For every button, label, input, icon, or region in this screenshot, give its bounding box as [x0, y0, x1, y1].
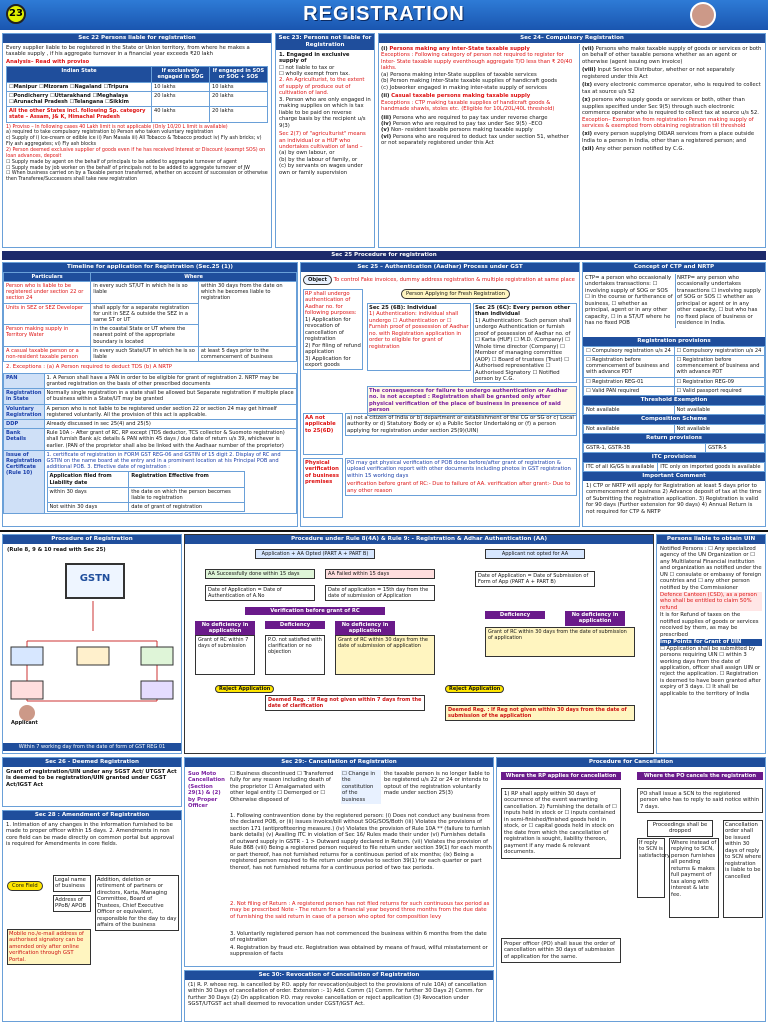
table-row — [4, 373, 297, 388]
provisions-heading: Registration provisions — [583, 337, 765, 346]
table-row — [47, 472, 244, 487]
table-row — [4, 450, 297, 514]
table-cell: ☐ Compulsory registration u/s 24 — [584, 346, 675, 355]
sec23-panel — [275, 33, 375, 248]
important-heading: Important Comment — [583, 472, 765, 481]
row-title: Persons who are required to deduct tax under section 51, whether or not separately registered under this Act — [381, 133, 569, 147]
table-cell: Already discussed in sec 25(4) and 25(5) — [44, 419, 297, 428]
table-row — [7, 107, 268, 122]
procedure-heading: Procedure of Registration — [3, 535, 181, 544]
table-cell: ☐ Valid passport required — [674, 386, 765, 395]
uin-imp-heading: Imp Points for Grant of UIN — [660, 639, 762, 645]
doa-box-3: Date of Application = Date of Submission of Form of App (PART A + PART B) — [475, 571, 595, 587]
list-item: 1) Application for revocation of cancellation of registration — [305, 316, 351, 343]
table-cell: 20 lakhs — [210, 91, 268, 106]
table-cell: ☐ Registration before commencement of business and with advance PDT — [674, 356, 765, 378]
mobile-note: Mobile no./e-mail address of authorised signatory can be amended only after online verification through GST Portal. — [7, 929, 91, 965]
sec30-heading: Sec 30:- Revocation of Cancellation of Registration — [185, 971, 493, 980]
sec29-cancel-list: 1. Following contravention done by the registered person: (i) Does not conduct any business from the declared POB, or (ii) issues invoice/bill without SOG/SOS/Both (iii) Violates the provisions of section 171 (antiprofiteering measure.) (iv) Violates the provision of Rule 10A ** (failure to furnish bank details) (v) Availing ITC in violation of Sec 16/ Rules made their under (vi) Furnishes details of outward supply in GSTR - 1 > Outward supply declared in Return. (vii) Violates the provision of Rule 86B (viii) Being a registered person required to file return under section 39(1) for each month or part thereof, has not furnished returns for a continuous period of six months; (ix) Being a registered person required to file return under proviso to section 39(1) for each quarter or part thereof, has not furnished returns for a continuous period of two tax periods. — [230, 813, 492, 871]
sec23-line: 3. Person who are only engaged in making supplies on which is tax liable to be paid on reverse charge basis by the recipient u/s 9(3) — [279, 96, 371, 129]
sec25-6c-text: 1) Authentication: Such person shall undergo Authentication or furnish proof of possession of Aadhar no. of ☐ Karta (HUF) ☐ M.D. (Company) ☐ Whole time director (Company) ☐ Member of managing committee (AOP) ☐ Board of trustees (Trust) ☐ Authorised representative ☐ Authorised Signatory ☐ Notified person by C.G. — [475, 317, 572, 382]
sec24-row — [582, 82, 763, 95]
table-row — [4, 389, 297, 404]
table-cell: Person making supply in Territory Water — [4, 325, 91, 347]
rule8-heading: Procedure under Rule 8(4A) & Rule 9: - Registration & Adhar Authentication (AA) — [185, 535, 653, 544]
table-cell: shall apply for a separate registration for unit in SEZ & outside the SEZ in a same ST or UT — [91, 303, 199, 325]
aa-fail-box: AA Failed within 15 days — [325, 569, 435, 579]
sec24-row — [381, 134, 575, 147]
table-cell: Units in SEZ or SEZ Developer — [4, 303, 91, 325]
sec28-heading: Sec 28 : Amendment of Registration — [3, 811, 181, 820]
page-number-badge: 23 — [6, 4, 26, 24]
table-row — [47, 487, 244, 502]
sec24-row — [582, 97, 763, 129]
cancel-proc-panel — [496, 757, 766, 1022]
table-cell: ☐ Compulsory registration u/s 24 — [674, 346, 765, 355]
proviso-note: a) required to take compulsory registration b) Person who taken voluntary registration — [6, 130, 214, 136]
row-num: (i) — [381, 46, 388, 52]
app-not-aa-box: Applicant not opted for AA — [485, 549, 585, 559]
table-cell: in every such State/UT in which he is so liable — [91, 346, 199, 361]
core-item: Addition, deletion or retirement of partners or directors, Karta, Managing Committee, Board of Trustees, Chief Executive Officer or equivalent, responsible for the day to day affairs of the business — [95, 875, 179, 931]
table-cell: A person who is not liable to be registered under section 22 or section 24 may get himself registered voluntarily. All the provision of this act is applicable. — [44, 404, 297, 419]
row-text: Exceptions : Following category of person not required to register for Inter- State taxable supply eventhough aggregate T/O less than ₹ 20/40 lakhs. — [381, 52, 573, 72]
table-cell: the date on which the person becomes liable to registration — [129, 487, 244, 502]
app-aa-box: Application + AA Opted (PART A + PART B) — [255, 549, 375, 559]
row-num: (xii) — [582, 146, 594, 153]
sec29-list-1: ☐ Business discontinued ☐ Transferred fully for any reason including death of the proprietor ☐ Amalgamated with other legal entity ☐ Demerged or ☐ Otherwise disposed of — [230, 771, 334, 803]
proviso-note: c) Supply of i) Ice-cream or edible ice ii) Pan Masala iii) All Tobacco & Tobacco product iv) Fly ash bricks; v) Fly ash aggregates; vi) Fly ash blocks — [6, 136, 262, 148]
sec24-row — [381, 46, 575, 91]
table-cell: Normally single registration in a state shall be allowed but Separate registration if multiple place of business within a State/UT may be granted — [44, 389, 297, 404]
table-header: If engaged in SOS or SOG + SOS — [210, 67, 268, 82]
suo-moto-label: Suo Moto Cancellation (Section 29(1) & (2) by Proper Officer — [188, 771, 225, 810]
table-cell: Registration Effective from — [129, 472, 244, 487]
object-text: To control Fake invoices, dummy address registration & multiple registration at same place — [333, 277, 575, 283]
table-cell: Not within 30 days — [47, 503, 129, 512]
sec24-panel — [378, 33, 766, 248]
rp-label: RP shall undergo authentication of Aadhar no. for following purposes: — [305, 291, 357, 317]
po-text: PO shall issue a SCN to the registered person who has to reply to said notice within 7 days. — [637, 788, 763, 813]
table-cell: ☐ Registration REG-09 — [674, 377, 765, 386]
row-text: (c) Jobworker engaged in making inter-state supply of services — [381, 84, 548, 91]
sec24-row — [582, 131, 763, 144]
deficiency-bar: Deficiency — [265, 621, 325, 629]
itc-heading: ITC provisions — [583, 453, 765, 462]
table-cell: Rule 10A :- After grant of RC, RP except (TDS deductor, TCS collector & Suomoto registration) shall furnish Bank a/c details & PAN within 45 days / due date of return u/s 39, whichever is earlier. (PAN of the proprietor shall also be linked with the Aadhaar number of the proprietor) — [44, 429, 297, 451]
reply-not-box: Where instead of replying to SCN, person furnishes all pending returns & makes full payment of tax along with interest & late fee. — [669, 838, 719, 918]
sec24-row — [381, 93, 575, 112]
procedure-subtitle: (Rule 8, 9 & 10 read with Sec 25) — [7, 547, 106, 553]
core-item: Address of PPoB/ APOB — [53, 895, 91, 912]
deficiency-bar: Deficiency — [485, 611, 545, 619]
sec23-heading: Sec 23: Persons not liable for Registration — [276, 34, 374, 50]
drop-box: Proceedings shall be dropped — [647, 820, 713, 837]
table-cell: Bank Details — [4, 429, 45, 451]
aadhaar-panel — [300, 262, 580, 527]
table-cell: DDP — [4, 419, 45, 428]
aa-not-applicable: AA not applicable to 25(6D) — [305, 415, 336, 434]
table-cell: All the other States incl. following Sp. category state – Assam, J& K, Himachal Pradesh — [7, 107, 152, 122]
sec29-rule3: 3. Voluntarily registered person has not commenced the business within 6 months from the date of registration — [230, 931, 487, 944]
sec22-intro: Every supplier liable to be registered in the State or Union territory, from where he makes a taxable supply , if his aggregate turnover in a financial year exceeds ₹20 lakh — [6, 44, 250, 58]
sec28-panel — [2, 810, 182, 1022]
phys-text: PO may get physical verification of POB done before/after grant of registration & upload verification report with other documents including photos in GST registration within 15 working days — [347, 460, 571, 479]
gstn-logo: GSTN — [79, 573, 111, 584]
flow-step-box — [141, 681, 173, 699]
table-cell: ☐Manipur ☐Mizoram ☐Nagaland ☐Tripura — [7, 82, 152, 91]
uin-text: Notified Persons : ☐ Any specialized agency of the UN Organization or ☐ any Multilateral Financial institution and organization as notified under the UN ☐ consulate or embassy of foreign countries and ☐ any other person notified by the Commissioner — [660, 545, 762, 591]
uin-csd: Defence Canteen (CSD), as a person who shall be entitled to claim 50% refund — [660, 592, 762, 611]
grant-7-box: Grant of RC within 7 days of submission — [195, 635, 255, 675]
row-title: Person who are required to pay tax under Sec 9(5) –ECO — [392, 120, 543, 127]
row-title: Persons who are required to pay tax under reverse charge — [392, 114, 548, 121]
table-row — [584, 386, 765, 395]
proper-officer-box: Proper officer (PO) shall issue the order of cancellation within 30 days of submission of application for the same. — [501, 938, 621, 963]
row-num: (xi) — [582, 131, 593, 138]
doa-box-1: Date of Application = Date of Authentication of A.No — [205, 585, 315, 601]
proviso-note: ☐ Supply made by agent on the behalf of principals to be added to aggregate turnover of agent — [6, 159, 237, 165]
flow-step-box — [141, 647, 173, 665]
itc-row — [583, 462, 765, 472]
row-text: Exception– Exemption from registration Person making supply of services & exempted from obtaining registration till threshold — [582, 116, 754, 129]
row-num: (vii) — [582, 46, 594, 52]
table-row — [584, 356, 765, 378]
sec22-heading: Sec 22 Persons liable for registration — [3, 34, 271, 43]
no-deficiency-bar: No deficiency in application — [335, 621, 395, 636]
row-text: (a) Persons making inter-State supplies of taxable services — [381, 71, 537, 78]
sec25-6c-heading: Sec 25 (6C): Every person other than individual — [475, 305, 571, 318]
table-cell: 1. certificate of registration in FORM GST REG-06 and GSTIN of 15 digit 2. Display of RC and GSTIN on the name board at the entry and in a prominent location at his Principal POB and additional POB. 3. Effective date of registration : — [46, 451, 281, 471]
table-row — [584, 377, 765, 386]
row-text: Input Service Distributor, whether or not separately registered under this Act — [582, 67, 735, 80]
table-cell: ☐ Valid PAN required — [584, 386, 675, 395]
table-cell: ☐Pondicherry ☐Uttarakhand ☐Meghalaya ☐Arunachal Pradesh ☐Telangana ☐Sikkim — [7, 91, 152, 106]
effective-date-table — [47, 471, 245, 512]
row-num: (x) — [582, 97, 591, 104]
table-cell: Not available — [584, 405, 675, 414]
cancel-proc-heading: Procedure for Cancellation — [497, 758, 765, 767]
table-cell: Not available — [674, 405, 765, 414]
procedure-flow-diagram — [7, 601, 179, 731]
return-heading: Return provisions — [583, 434, 765, 443]
sec23-line: (a) by own labour, or — [279, 150, 335, 157]
grant-30-box-2: Grant of RC within 30 days from the date of submission of application — [485, 627, 635, 657]
table-cell: A casual taxable person or a non-resident taxable person — [4, 346, 91, 361]
sec26-panel — [2, 757, 182, 807]
table-cell: 1. A Person shall have a PAN in order to be eligible for grant of registration 2. NRTP may be granted registration on the basis of other prescribed documents — [44, 373, 297, 388]
table-cell: GSTR-1, GSTR-3B — [584, 443, 706, 452]
list-item: 2) For filing of refund application — [305, 342, 361, 356]
timeline-heading: Timeline for application for Registration (Sec.25 (1)) — [3, 263, 297, 272]
table-header: If exclusively engaged in SOG — [152, 67, 210, 82]
row-num: (ii) — [381, 93, 390, 100]
table-cell: 20 lakhs — [210, 107, 268, 122]
row-num: (iv) — [381, 120, 392, 127]
sec25-6b-text: 1) Authentication: individual shall undergo ☐ Authentication or ☐ Furnish proof of possession of Aadhar no. with Registration application in order to eligible for grant of registration — [369, 311, 469, 350]
procedure-panel — [2, 534, 182, 754]
table-cell: Not available — [584, 424, 675, 433]
sec23-line: 1. Engaged in exclusive supply of — [279, 51, 350, 65]
sec22-analysis: Analysis– Read with proviso — [6, 58, 90, 65]
grant-30-box: Grant of RC within 30 days from the date of submission of application — [335, 635, 435, 675]
aa-success-box: AA Successfully done within 15 days — [205, 569, 315, 579]
row-text: Persons who make taxable supply of goods or services or both on behalf of other taxable persons whether as an agent or otherwise (agent issuing own invoice) — [582, 46, 762, 65]
table-cell: 10 lakhs — [152, 82, 210, 91]
table-cell: date of grant of registration — [129, 503, 244, 512]
sec22-panel — [2, 33, 272, 248]
threshold-heading: Threshold Exemption — [583, 396, 765, 405]
table-row — [7, 91, 268, 106]
applicant-label: Applicant — [11, 720, 38, 726]
sec24-row — [582, 46, 763, 65]
aadhaar-heading: Sec 25 – Authentication (Aadhar) Process under GST — [301, 263, 579, 272]
table-cell: within 30 days from the date on which he becomes liable to registration — [198, 282, 296, 347]
uin-panel — [656, 534, 766, 754]
table-cell: ITC of all IG/GS is available — [584, 462, 658, 471]
sec29-rule2: 2. Not filing of Return : A registered person has not filed returns for such continuous tax period as may be prescribed Note - The return for a financial year beyond three months from the due date of furnishing the said return in case of a person who opted for composition levy — [230, 901, 490, 920]
ctp-panel — [582, 262, 766, 527]
sec25-heading: Sec 25 Procedure for registration — [2, 251, 766, 260]
reply-sat-box: If reply to SCN is satisfactory — [637, 838, 665, 898]
row-text: Exceptions : CTP making taxable supplies of handicraft goods & handmade shawls, stoles etc. (Eligible for 10L/20L/40L threshold) — [381, 99, 555, 113]
sec29-change: ☐ Change in the constitution of the business — [341, 770, 381, 804]
threshold-table — [6, 66, 268, 122]
sec29-heading: Sec 29:- Cancellation of Registration — [185, 758, 493, 767]
table-row — [7, 82, 268, 91]
author-avatar — [690, 2, 716, 28]
rule8-panel — [184, 534, 654, 754]
proviso-note: ☐ When business carried on by a Taxable person transferred, whether on account of succession or otherwise then Transferee/Successors shall take new registration — [6, 171, 268, 183]
sec24-row — [582, 67, 763, 80]
composition-heading: Composition Scheme — [583, 415, 765, 424]
row-num: (v) — [381, 127, 390, 134]
row-title: Persons making any inter-State taxable supply — [389, 46, 530, 52]
table-header: Where — [91, 272, 297, 281]
table-cell: Voluntary Registration — [4, 404, 45, 419]
table-cell: in every such ST/UT in which he is so liable — [91, 282, 199, 304]
row-num: (ix) — [582, 82, 593, 89]
no-deficiency-bar: No deficiency in application — [195, 621, 255, 636]
sec23-line: (c) by servants on wages under own or family supervision — [279, 163, 363, 176]
doa-box-2: Date of application = 15th day from the date of submission of Application — [325, 585, 435, 601]
table-cell: ☐ Registration REG-01 — [584, 377, 675, 386]
sec30-text: (1) R. P. whose reg. is cancelled by P.O. apply for revocation(subject to the provisions of rule 10A) of cancellation within 30 Days of cancellation of order. Extension :- 1) Add. Comm (1) Comm. for further 30 Days 2) Comm. for further 30 Days (2) On application P.O. may revoke cancellation or reject application (3) Revocation under SGST/UTGST act shall deemed to revocation under CGST/IGST Act. — [188, 981, 487, 1008]
uin-refund: It is for Refund of taxes on the notified supplies of goods or services received by them, as may be prescribed — [660, 612, 759, 638]
table-cell: Application filed from Liability date — [47, 472, 129, 487]
timeline-table — [3, 272, 297, 362]
table-row — [47, 503, 244, 512]
rp-text: 1) RP shall apply within 30 days of occurrence of the event warranting cancellation. 2) Furnishing the details of ☐ inputs held in stock or ☐ inputs contained in semi-finished/finished goods held in stock, or ☐ capital goods held in stock on the date from which the cancellation of registration is sought, liability thereon, payment if any made & relevant documents. — [501, 788, 621, 859]
composition-row — [583, 424, 765, 434]
sec26-text: Grant of registration/UIN under any SGST Act/ UTGST Act is deemed to be registration/UIN granted under CGST Act/IGST Act — [6, 768, 177, 788]
ctp-heading: Concept of CTP and NRTP — [583, 263, 765, 272]
table-header: Particulars — [4, 272, 91, 281]
row-text: every person supplying OIDAR services from a place outside India to a person in India, other than a registered person; and — [582, 131, 755, 144]
no-deficiency-bar: No deficiency in application — [565, 611, 625, 626]
row-text: every electronic commerce operator, who is required to collect tax at source u/s 52 — [582, 82, 761, 95]
table-cell: GSTR-5 — [706, 443, 765, 452]
reject-tag: Reject Application — [215, 685, 274, 693]
verification-bar: Verification before grant of RC — [245, 607, 385, 615]
sec23-line: 2. An Agriculturist, to the extent of supply of produce out of cultivation of land. — [279, 77, 365, 97]
sec24-row — [582, 146, 763, 152]
ctp-definition: CTP= a person who occasionally undertakes transactions: ☐ involving supply of SOG or SOS ☐ in the course or furtherance of business, ☐ whether as principal, agent or in any other capacity, ☐ in a ST/UT where he has no fixed POB — [585, 275, 673, 327]
sec29-rule4: 4. Registration by fraud etc. Registration was obtained by means of fraud, wilful misstatement or suppression of facts — [230, 945, 488, 958]
flow-step-box — [11, 647, 43, 665]
important-text: 1) CTP or NRTP will apply for Registration at least 5 days prior to commencement of business 2) Advance deposit of tax at the time of Submitting the registration application. 3) Registration is valid for 90 days (Further extension for 90 days) 4) Annual Return is not required for CTP & NRTP — [586, 482, 762, 515]
provisions-table — [583, 346, 765, 396]
sec23-line: (b) by the labour of family, or — [279, 156, 358, 163]
order-box: Cancellation order shall be issued within 30 days of reply to SCN where registration is liable to be cancelled — [723, 820, 763, 918]
sec23-line: Sec 2(7) of "agriculturist" means an individual or a HUF who undertakes cultivation of land – — [279, 131, 366, 150]
deemed-30-box: Deemed Reg. : If Reg not given within 30 days from the date of submission of the application — [445, 705, 635, 721]
row-title: Casual taxable persons making taxable supply — [391, 93, 531, 100]
table-cell: in the coastal State or UT where the nearest point of the appropriate boundary is located — [91, 325, 199, 347]
gstn-portal — [65, 563, 125, 599]
table-row — [4, 282, 297, 304]
aa-exempt-list: a) not a citizen of India or b) department or establishment of the CG or SG or c) Local authority or d) Statutory Body or e) a Public Sector Undertaking or (f) a person applying for registration under section 25(9)(UIN) — [347, 415, 574, 434]
fresh-reg-label: Person Applying for Fresh Registration — [401, 289, 510, 299]
return-row — [583, 443, 765, 453]
flow-step-box — [11, 681, 43, 699]
table-cell: Not available — [674, 424, 765, 433]
consequence-text: The consequences for failure to undergo authentication or Aadhar no. is not accepted : Registration shall be granted only after physical verification of the place of business in presence of said person — [369, 388, 568, 414]
sec30-panel — [184, 970, 494, 1022]
row-num: (viii) — [582, 67, 596, 74]
table-cell: ☐ Registration before commencement of business and with advance PDT — [584, 356, 675, 378]
page-title: REGISTRATION — [303, 3, 465, 25]
row-text: Any other person notified by C.G. — [595, 146, 685, 153]
table-cell: 40 lakhs — [152, 107, 210, 122]
proviso-note: ☐ Supply made by job worker on the behalf of principals not to be added to aggregate turnover of JW — [6, 165, 250, 171]
page-separator — [0, 530, 768, 532]
list-item: 3) Application for export goods — [305, 355, 351, 368]
core-item: Legal name of business — [53, 875, 91, 892]
deemed-7-box: Deemed Reg. : If Reg not given within 7 days from the date of clarification — [265, 695, 425, 711]
sec29-tp: the taxable person is no longer liable to be registered u/s 22 or 24 or intends to optout of the registration voluntarily made under section 25(3) — [384, 771, 490, 797]
sec26-heading: Sec 26 - Deemed Registration — [3, 758, 181, 767]
reject-tag: Reject Application — [445, 685, 504, 693]
table-cell: within 30 days — [47, 487, 129, 502]
uin-heading: Persons liable to obtain UIN — [657, 535, 765, 544]
flow-step-box — [77, 647, 109, 665]
table-cell: Registration in State — [4, 389, 45, 404]
pan-table — [3, 373, 297, 515]
uin-imp-text: ☐ Application shall be submitted by persons requiring UIN ☐ within 3 working days from the date of application, officer shall assign UIN or reject the application. ☐ Registration is deemed to have been granted after expiry of 3 days. ☐ It shall be applicable to the territory of India — [660, 645, 761, 697]
sec23-line: ☐ not liable to tax or — [279, 64, 335, 71]
table-cell: at least 5 days prior to the commencement of business — [198, 346, 296, 361]
nrtp-definition: NRTP= any person who occasionally undertakes transactions ☐ involving supply of SOG or SOS ☐ whether as principal or agent or in any other capacity, ☐ but who has no fixed place of business or residence in India. — [677, 275, 761, 327]
proviso-note: 2) Person deemed exclusive supplier of goods even if he has received Interest or Discount (exempt SOS) on loan advances, deposit — [6, 147, 266, 159]
clar-box: P.O. not satisfied with clarification or no objection — [265, 635, 325, 675]
sec29-panel — [184, 757, 494, 967]
sec25-panel — [2, 262, 298, 527]
applicant-icon — [19, 705, 35, 721]
phys-text-2: verification before grant of RC:- Due to failure of AA. verification after grant:- Due to any other reason — [347, 481, 571, 494]
proviso-note: 1) Proviso – In following cases 40 Lakh limit is not applicable (Only 10/20 L limit is available) — [6, 124, 228, 130]
row-title: Non- resident taxable persons making taxable supply — [390, 127, 533, 134]
procedure-footer: Within 7 working day from the date of form of GST REG 01 — [3, 743, 181, 751]
row-num: (vi) — [381, 133, 392, 140]
object-label: Object — [303, 275, 332, 285]
sec28-text: 1. Intimation of any changes in the information furnished to be made to proper officer within 15 days. 2. Amendments in non core field can be made directly on common portal but approval is required for Amendments in core fields. — [6, 821, 174, 848]
table-row — [4, 346, 297, 361]
timeline-exceptions: 2. Exceptions : (a) A Person required to deduct TDS (b) A NRTP — [6, 364, 172, 371]
threshold-row — [583, 405, 765, 415]
row-text: (b) Person making inter-State taxable supplies of handicraft goods — [381, 78, 558, 85]
row-num: (iii) — [381, 114, 392, 121]
sec25-6b-heading: Sec 25 (6B): Individual — [369, 305, 437, 311]
po-cancels-bar: Where the PO cancels the registration — [637, 772, 763, 780]
phys-label: Physical verification of business premises — [305, 460, 339, 486]
table-row — [4, 419, 297, 428]
table-row — [4, 404, 297, 419]
table-cell: 20 lakhs — [152, 91, 210, 106]
rp-applies-bar: Where the RP applies for cancellation — [501, 772, 621, 780]
table-cell: 10 lakhs — [210, 82, 268, 91]
sec24-heading: Sec 24– Compulsory Registration — [379, 34, 765, 43]
table-row — [584, 346, 765, 355]
table-cell: Person who is liable to be registered under section 22 or section 24 — [4, 282, 91, 304]
core-field-label: Core Field — [7, 881, 43, 891]
row-text: persons who supply goods or services or both, other than supplies specified under Sec 9(5) through such electronic commerce operator who is required to collect tax at source u/s 52. — [582, 97, 759, 117]
table-row — [4, 429, 297, 451]
table-cell: PAN — [4, 373, 45, 388]
table-cell: ITC only on imported goods is available — [658, 462, 765, 471]
table-cell: Issue of Registration Certificate (Rule 10) — [4, 450, 45, 514]
table-header: Indian State — [7, 67, 152, 82]
sec23-line: ☐ wholly exempt from tax. — [279, 70, 350, 77]
